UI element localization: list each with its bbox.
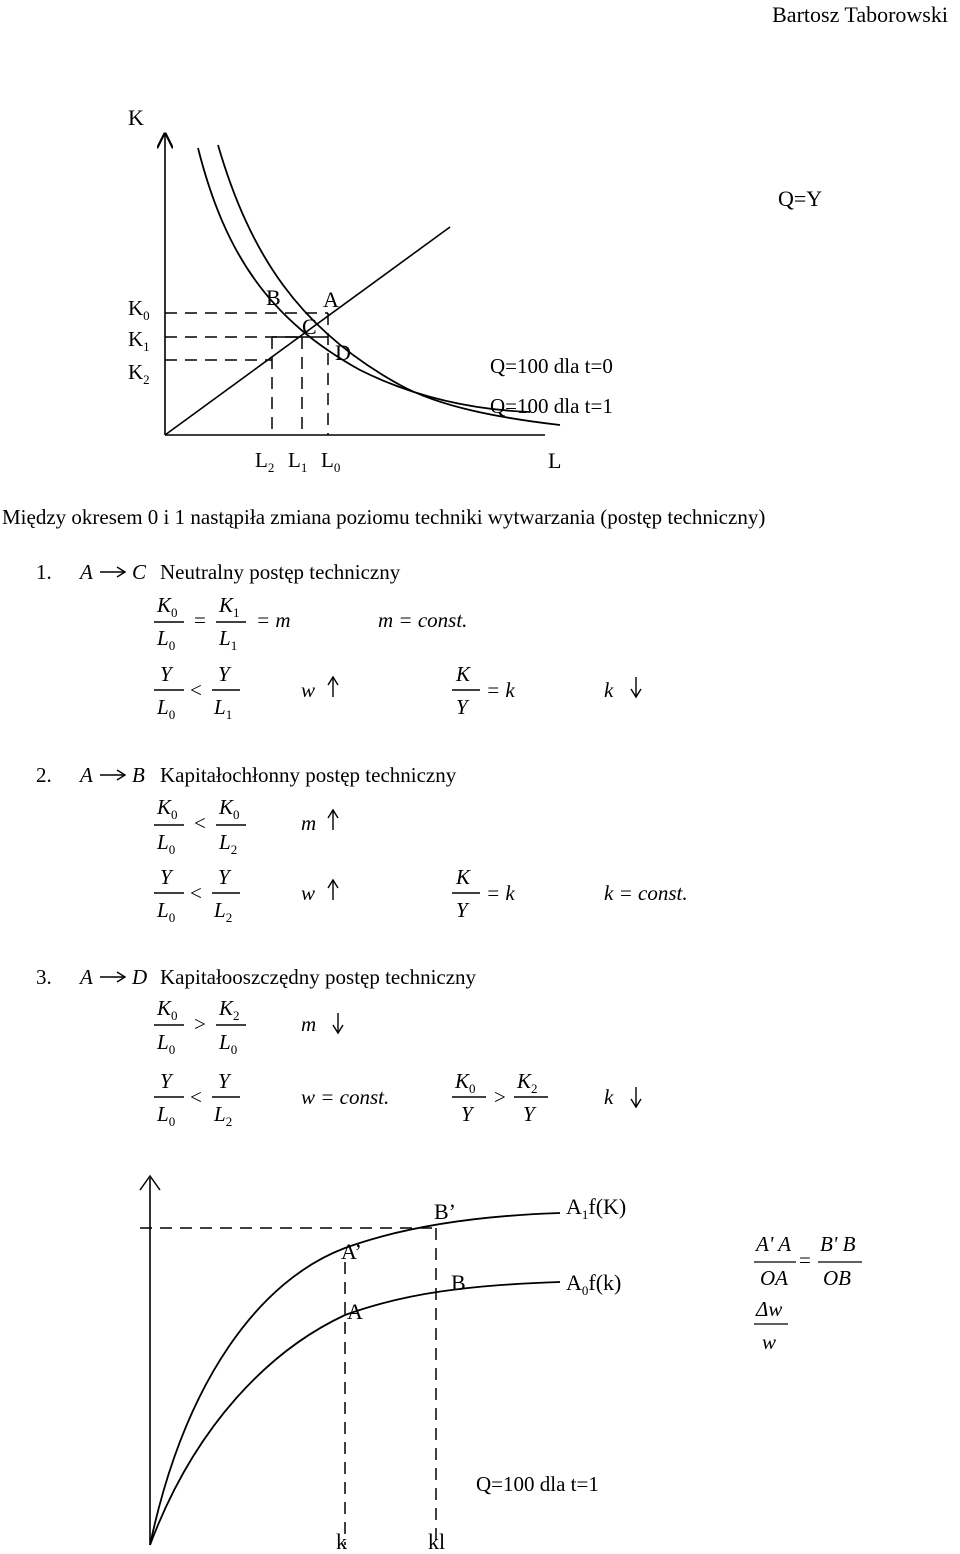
s3-w-const: w = const. <box>301 1085 390 1109</box>
s2-num-y2: Y <box>218 865 230 889</box>
s3-den-l0b: $L_0$ <box>157 1102 176 1129</box>
s3-num-k0: $K_0$ <box>157 996 178 1023</box>
s3-m: m <box>301 1012 317 1036</box>
s3-title: Kapitałooszczędny postęp techniczny <box>160 965 477 989</box>
s1-num-k1: $K_1$ <box>219 593 240 620</box>
ratio-rhs-den: OB <box>823 1266 851 1290</box>
s2-lt1: < <box>194 811 206 835</box>
s1-frac-k: K <box>456 662 471 686</box>
s3-num-y2: Y <box>218 1069 230 1093</box>
ratio-lhs-den: OA <box>760 1266 788 1290</box>
s1-lt: < <box>190 678 202 702</box>
s1-title: Neutralny postęp techniczny <box>160 560 401 584</box>
l0-label: $L_0$ <box>321 448 341 475</box>
axis-k-label: K <box>128 105 144 130</box>
curve-bottom-label: $A_0f(k)$ <box>566 1270 622 1298</box>
s2-num-k0b: $K_0$ <box>219 795 240 822</box>
s1-den-l0: $L_0$ <box>157 626 176 653</box>
s2-frac-y: Y <box>456 898 468 922</box>
s2-eq-k: = k <box>486 881 515 905</box>
s3-gt2: > <box>494 1085 506 1109</box>
isoquant-t1-label: Q=100 dla t=1 <box>490 394 613 418</box>
s3-to: D <box>132 965 148 989</box>
delta-w-num: Δw <box>756 1297 783 1321</box>
point-a-prime: A’ <box>341 1239 362 1264</box>
k2-label: $K_2$ <box>128 360 150 387</box>
s1-den-l1b: $L_1$ <box>214 695 233 722</box>
s1-num-k0: $K_0$ <box>157 593 178 620</box>
s1-m-const: m = const. <box>378 608 468 632</box>
s2-m: m <box>301 811 317 835</box>
point-b-label: B <box>266 285 281 310</box>
fig2-note: Q=100 dla t=1 <box>476 1472 599 1496</box>
s1-eq-k: = k <box>486 678 515 702</box>
l2-label: $L_2$ <box>255 448 275 475</box>
s3-k: k <box>604 1085 614 1109</box>
s3-number: 3. <box>36 965 52 989</box>
ratio-rhs-num: B' B <box>820 1232 856 1256</box>
s3-num-k0c: $K_0$ <box>455 1069 476 1096</box>
point-b-prime: B’ <box>434 1199 456 1224</box>
s2-frac-k: K <box>456 865 471 889</box>
s2-den-l2b: $L_2$ <box>214 898 233 925</box>
ratio-eq: = <box>799 1248 811 1272</box>
point-d-label: D <box>335 340 351 365</box>
author-name: Bartosz Taborowski <box>772 2 948 27</box>
s2-num-y0: Y <box>160 865 172 889</box>
ray-label: Q=Y <box>778 186 823 211</box>
point-c-label: C <box>302 314 317 339</box>
s3-gt1: > <box>194 1012 206 1036</box>
s3-den-y1: Y <box>461 1102 473 1126</box>
s2-den-l0: $L_0$ <box>157 830 176 857</box>
s3-den-y2: Y <box>523 1102 535 1126</box>
s1-eq-m: = m <box>256 608 291 632</box>
s2-den-l0b: $L_0$ <box>157 898 176 925</box>
s1-num-y1: Y <box>218 662 230 686</box>
s1-k: k <box>604 678 614 702</box>
intro-text: Między okresem 0 i 1 nastąpiła zmiana poziomu techniki wytwarzania (postęp techniczny) <box>2 505 766 529</box>
delta-w-den: w <box>762 1330 777 1354</box>
point-a: A <box>347 1299 363 1324</box>
s3-den-l0c: $L_0$ <box>219 1030 238 1057</box>
s1-eq1: = <box>194 608 206 632</box>
l1-label: $L_1$ <box>288 448 308 475</box>
s2-lt2: < <box>190 881 202 905</box>
x-label-kl: kl <box>428 1529 446 1554</box>
s2-num-k0: $K_0$ <box>157 795 178 822</box>
isoquant-t0-label: Q=100 dla t=0 <box>490 354 613 378</box>
s1-num-y0: Y <box>160 662 172 686</box>
s3-den-l0: $L_0$ <box>157 1030 176 1057</box>
s1-from: A <box>80 560 93 584</box>
k1-label: $K_1$ <box>128 327 150 354</box>
curve-top-label: $A_1f(K)$ <box>566 1194 627 1222</box>
axis-l-label: L <box>548 448 562 473</box>
s3-lt2: < <box>190 1085 202 1109</box>
s2-title: Kapitałochłonny postęp techniczny <box>160 763 457 787</box>
s1-den-l0b: $L_0$ <box>157 695 176 722</box>
s2-k-const: k = const. <box>604 881 688 905</box>
s1-number: 1. <box>36 560 52 584</box>
s3-num-k2c: $K_2$ <box>517 1069 538 1096</box>
s3-num-k2: $K_2$ <box>219 996 240 1023</box>
s1-w: w <box>301 678 316 702</box>
s2-from: A <box>80 763 93 787</box>
point-a-label: A <box>323 287 339 312</box>
s2-w: w <box>301 881 316 905</box>
s3-num-y0: Y <box>160 1069 172 1093</box>
s3-from: A <box>80 965 93 989</box>
s1-to: C <box>132 560 147 584</box>
x-label-k: k <box>336 1529 347 1554</box>
s2-number: 2. <box>36 763 52 787</box>
point-b: B <box>451 1270 466 1295</box>
s2-den-l2: $L_2$ <box>219 830 238 857</box>
s3-den-l2: $L_2$ <box>214 1102 233 1129</box>
s2-to: B <box>132 763 145 787</box>
s1-den-l1: $L_1$ <box>219 626 238 653</box>
k0-label: $K_0$ <box>128 296 150 323</box>
ratio-lhs-num: A' A <box>756 1232 792 1256</box>
s1-frac-y: Y <box>456 695 468 719</box>
